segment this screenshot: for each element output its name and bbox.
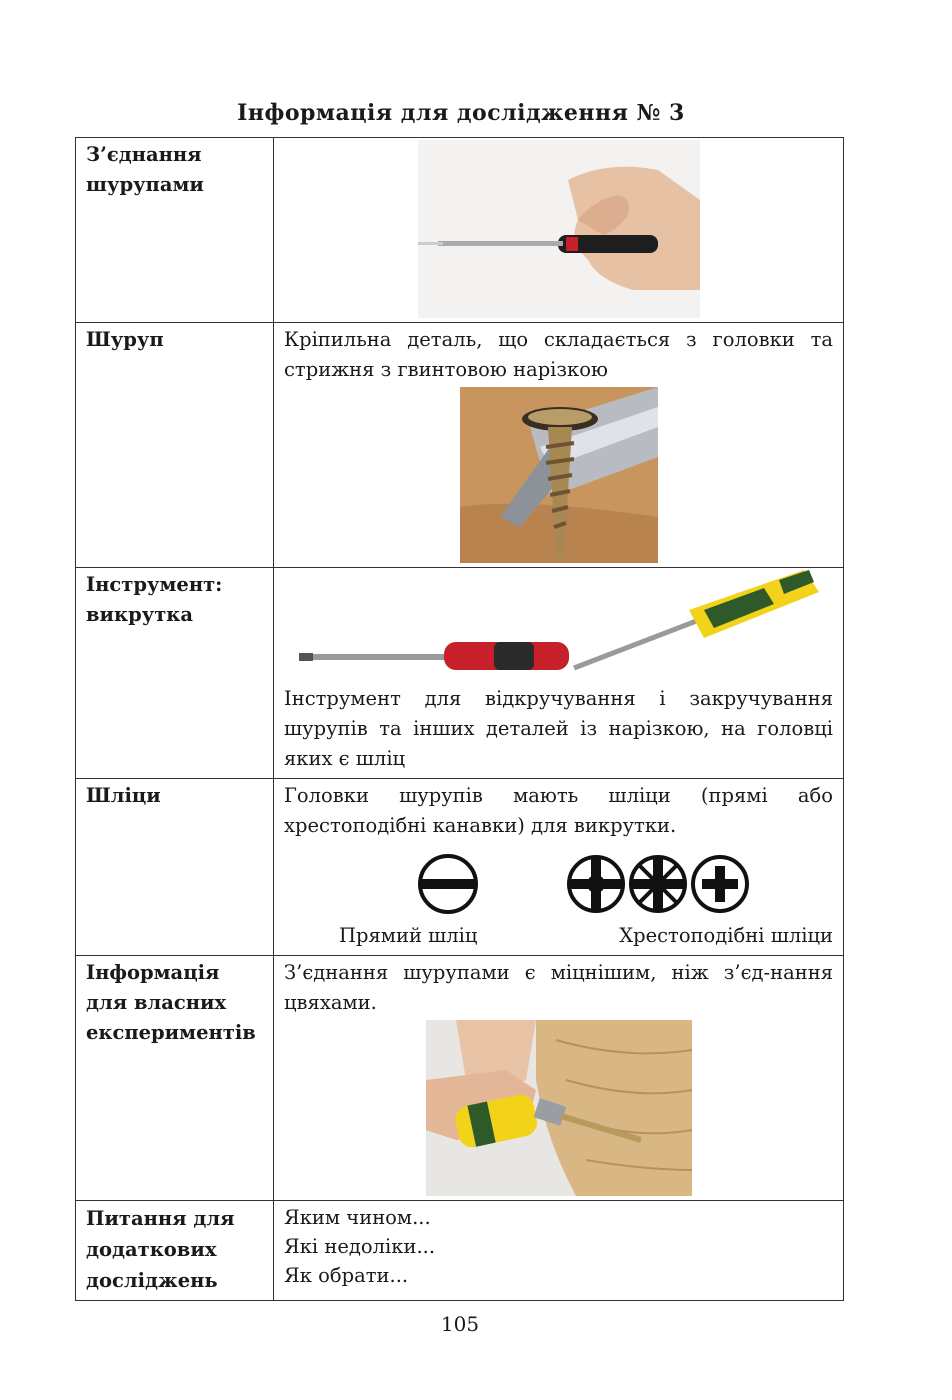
row-content	[274, 568, 844, 779]
hand-screwdriver-image	[418, 140, 700, 318]
row-content	[274, 1201, 844, 1301]
page-number: 105	[440, 1312, 480, 1336]
table-row	[76, 138, 844, 323]
phillips-slot-icon	[566, 854, 626, 914]
row-content	[274, 323, 844, 568]
question-line: Які недоліки...	[284, 1235, 436, 1258]
question-line: Як обрати...	[284, 1264, 409, 1287]
slot-icons	[284, 853, 833, 915]
info-table	[75, 137, 844, 1301]
cross-slot-group	[566, 854, 750, 914]
slot-captions	[284, 921, 833, 951]
table-row	[76, 779, 844, 956]
table-row	[76, 568, 844, 779]
cross-slot-icon	[690, 854, 750, 914]
row-content	[274, 779, 844, 956]
row-content	[274, 138, 844, 323]
row-label: Шліци	[76, 779, 274, 956]
row-label: Шуруп	[76, 323, 274, 568]
row-label: З’єднання шурупами	[76, 138, 274, 323]
straight-slot-caption: Прямий шліц	[339, 924, 478, 947]
table-row	[76, 1201, 844, 1301]
row-text: Інструмент для відкручування і закручування шурупів та інших деталей із нарізкою, на головці яких є шліц	[284, 687, 833, 770]
row-label: Інформація для власних експериментів	[76, 956, 274, 1201]
table-row	[76, 323, 844, 568]
row-text: Кріпильна деталь, що складається з головки та стрижня з гвинтовою нарізкою	[284, 328, 833, 381]
screwing-wood-image	[426, 1020, 692, 1196]
straight-slot-icon	[417, 853, 479, 915]
cross-slot-caption: Хрестоподібні шліци	[619, 924, 833, 947]
screw-image	[460, 387, 658, 563]
row-label: Питання для додаткових досліджень	[76, 1201, 274, 1301]
row-content	[274, 956, 844, 1201]
table-row	[76, 956, 844, 1201]
pozidriv-slot-icon	[628, 854, 688, 914]
row-label: Інструмент: викрутка	[76, 568, 274, 779]
page-title: Інформація для дослідження № 3	[237, 100, 685, 126]
screwdrivers-image	[294, 570, 824, 682]
row-text: З’єднання шурупами є міцнішим, ніж з’єд-нання цвяхами.	[284, 961, 833, 1014]
row-text: Головки шурупів мають шліци (прямі або хрестоподібні канавки) для викрутки.	[284, 784, 833, 837]
question-line: Яким чином...	[284, 1206, 431, 1229]
